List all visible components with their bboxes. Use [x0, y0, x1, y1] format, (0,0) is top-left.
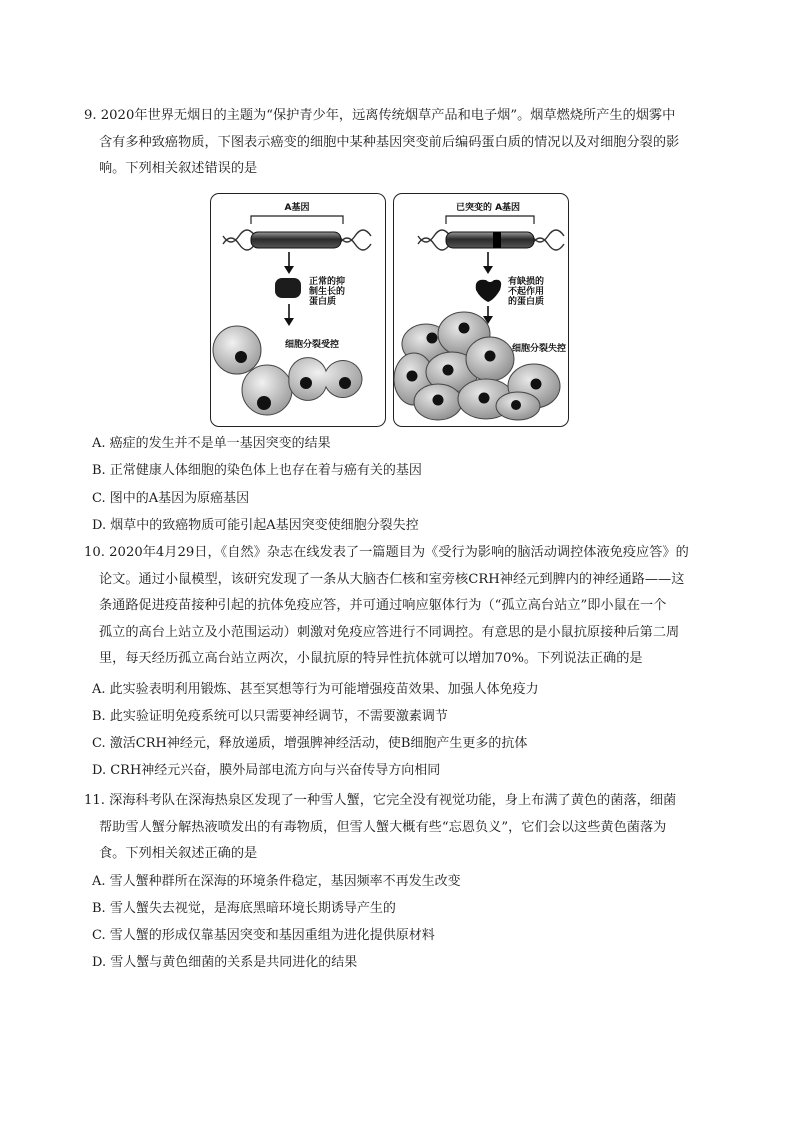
arrow-down-icon — [483, 266, 493, 274]
q9-option-a[interactable]: A. 癌症的发生并不是单一基因突变的结果 — [92, 436, 331, 451]
figure-panel-mutated — [393, 193, 569, 427]
gene-bracket — [251, 216, 343, 224]
mutation-site — [493, 232, 501, 248]
normal-gene-diagram — [211, 194, 385, 426]
q10-option-c[interactable]: C. 激活CRH神经元，释放递质，增强脾神经活动，使B细胞产生更多的抗体 — [92, 736, 528, 751]
figure-panel-normal — [210, 193, 386, 427]
q10-option-a[interactable]: A. 此实验表明利用锻炼、甚至冥想等行为可能增强疫苗效果、加强人体免疫力 — [92, 682, 539, 697]
q11-option-b[interactable]: B. 雪人蟹失去视觉，是海底黑暗环境长期诱导产生的 — [92, 901, 396, 916]
svg-text:的蛋白质: 的蛋白质 — [508, 297, 545, 307]
q10-stem-line: 孤立的高台上站立及小范围运动）刺激对免疫应答进行不同调控。有意思的是小鼠抗原接种后第二周 — [99, 624, 680, 640]
gene-label: 已突变的 A基因 — [455, 203, 521, 213]
mutated-gene-diagram — [394, 194, 568, 426]
q9-option-b[interactable]: B. 正常健康人体细胞的染色体上也存在着与癌有关的基因 — [92, 463, 422, 478]
normal-protein-icon — [275, 278, 301, 298]
defective-protein-icon — [476, 280, 501, 302]
mutated-gene-bar — [446, 232, 534, 248]
gene-bar — [251, 232, 341, 248]
dna-helix-left — [223, 230, 255, 250]
q11-option-a[interactable]: A. 雪人蟹种群所在深海的环境条件稳定，基因频率不再发生改变 — [92, 874, 461, 889]
svg-text:蛋白质: 蛋白质 — [309, 297, 337, 307]
svg-text:不起作用: 不起作用 — [508, 287, 545, 297]
protein-label: 有缺损的 — [508, 277, 545, 287]
q9-stem-line: 响。下列相关叙述错误的是 — [99, 161, 258, 176]
q10-option-b[interactable]: B. 此实验证明免疫系统可以只需要神经调节，不需要激素调节 — [92, 709, 448, 724]
cell-label: 细胞分裂受控 — [285, 340, 340, 350]
q9-stem-line: 含有多种致癌物质，下图表示癌变的细胞中某种基因突变前后编码蛋白质的情况以及对细胞分裂的影 — [99, 134, 680, 150]
svg-text:制生长的: 制生长的 — [309, 287, 346, 297]
protein-label: 正常的抑 — [309, 277, 346, 287]
gene-label: A基因 — [284, 203, 310, 213]
q11-option-c[interactable]: C. 雪人蟹的形成仅靠基因突变和基因重组为进化提供原材料 — [92, 928, 435, 943]
q11-stem-line: 帮助雪人蟹分解热液喷发出的有毒物质，但雪人蟹大概有些“忘恩负义”，它们会以这些黄色菌落为 — [99, 819, 667, 835]
arrow-down-icon — [284, 266, 294, 274]
question-9-stem — [84, 103, 720, 183]
q10-stem-line: 10. 2020年4月29日，《自然》杂志在线发表了一篇题目为《受行为影响的脑活动调控体液免疫应答》的 — [84, 545, 689, 560]
q11-stem-line: 11. 深海科考队在深海热泉区发现了一种雪人蟹，它完全没有视觉功能，身上布满了黄色的菌落，细菌 — [84, 793, 677, 808]
cell-label: 细胞分裂失控 — [512, 344, 567, 354]
question-11-stem — [84, 788, 720, 868]
q9-option-d[interactable]: D. 烟草中的致癌物质可能引起A基因突变使细胞分裂失控 — [92, 518, 419, 533]
q10-stem-line: 里，每天经历孤立高台站立两次，小鼠抗原的特异性抗体就可以增加70%。下列说法正确的是 — [99, 651, 643, 666]
question-10-stem — [84, 540, 720, 673]
dna-helix-right — [339, 230, 371, 250]
q10-stem-line: 条通路促进疫苗接种引起的抗体免疫应答，并可通过响应躯体行为（“孤立高台站立”即小鼠在一个 — [99, 598, 667, 613]
q10-option-d[interactable]: D. CRH神经元兴奋，膜外局部电流方向与兴奋传导方向相同 — [92, 763, 441, 778]
q10-stem-line: 论文。通过小鼠模型，该研究发现了一条从大脑杏仁核和室旁核CRH神经元到脾内的神经通路——这 — [99, 571, 685, 587]
arrow-down-icon — [284, 318, 294, 326]
q11-stem-line: 食。下列相关叙述正确的是 — [99, 846, 258, 861]
q11-option-d[interactable]: D. 雪人蟹与黄色细菌的关系是共同进化的结果 — [92, 955, 358, 970]
q9-option-c[interactable]: C. 图中的A基因为原癌基因 — [92, 491, 250, 506]
q9-stem-line: 9. 2020年世界无烟日的主题为“保护青少年，远离传统烟草产品和电子烟”。烟草燃烧所产生的烟雾中 — [84, 108, 676, 123]
uncontrolled-cells — [394, 312, 560, 420]
